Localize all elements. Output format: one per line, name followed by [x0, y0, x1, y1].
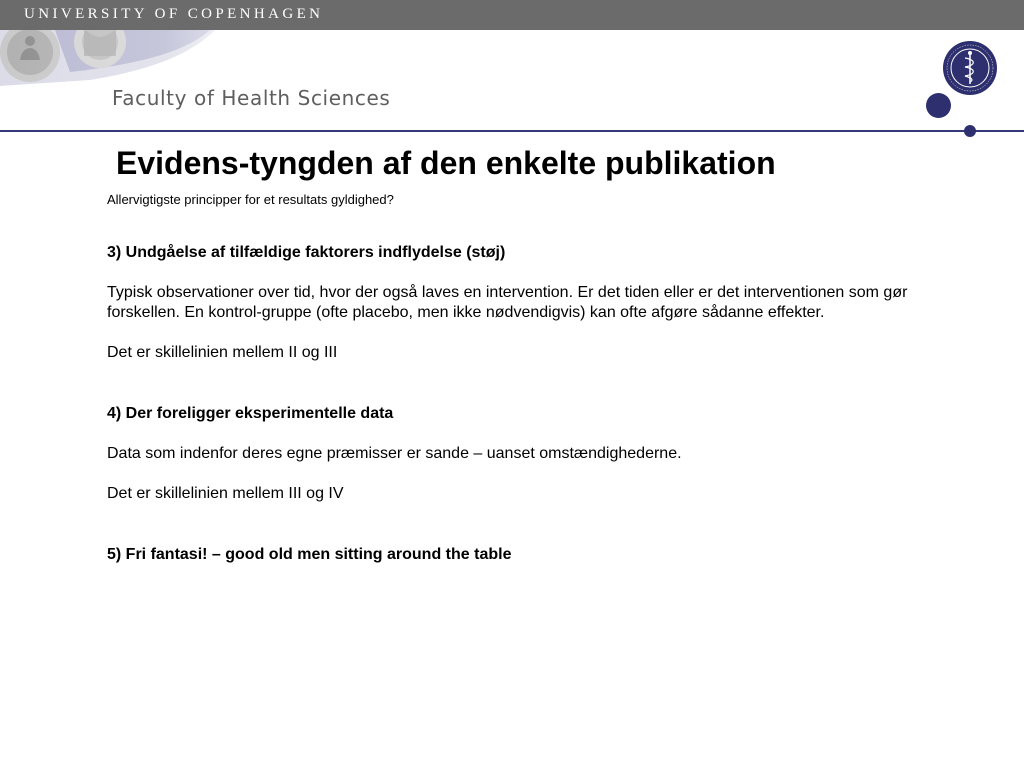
header-rule [0, 130, 1024, 132]
section-3-note: Det er skillelinien mellem II og III [107, 344, 338, 361]
university-banner [0, 0, 1024, 30]
university-seal-logo [942, 40, 998, 96]
slide-subtitle: Allervigtigste principper for et resultats gyldighed? [107, 192, 394, 207]
section-3-body: Typisk observationer over tid, hvor der også laves en intervention. Er det tiden eller er det interventionen som gør forskellen. En kontrol-gruppe (ofte placebo, men ikke nødvendigvis) kan ofte afgøre sådanne effekter. [107, 284, 908, 321]
section-5-heading: 5) Fri fantasi! – good old men sitting around the table [107, 546, 512, 563]
faculty-name: Faculty of Health Sciences [112, 86, 391, 110]
section-3-heading: 3) Undgåelse af tilfældige faktorers indflydelse (støj) [107, 244, 506, 261]
decorative-dot-large [926, 93, 951, 118]
slide-content [107, 243, 917, 565]
section-4-note: Det er skillelinien mellem III og IV [107, 485, 344, 502]
university-name: UNIVERSITY OF COPENHAGEN [24, 6, 324, 22]
slide-title: Evidens-tyngden af den enkelte publikation [116, 145, 776, 181]
section-4-body: Data som indenfor deres egne præmisser er sande – uanset omstændighederne. [107, 445, 682, 462]
section-4-heading: 4) Der foreligger eksperimentelle data [107, 405, 394, 422]
decorative-dot-small [964, 125, 976, 137]
